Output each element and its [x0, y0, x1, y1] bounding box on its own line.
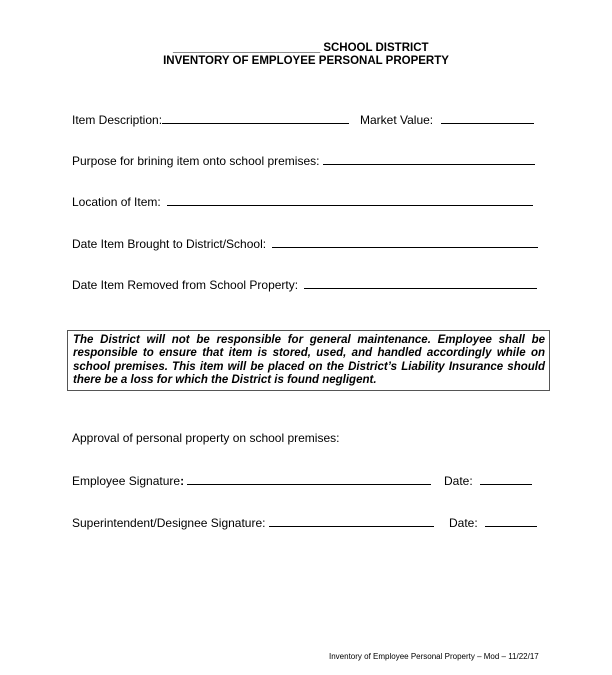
date-removed-input[interactable]	[304, 276, 537, 289]
market-value-label: Market Value:	[360, 113, 434, 127]
employee-date-label: Date:	[444, 474, 473, 488]
date-brought-label: Date Item Brought to District/School:	[72, 237, 267, 251]
superintendent-date-input[interactable]	[485, 514, 537, 527]
date-brought-input[interactable]	[272, 235, 538, 248]
superintendent-signature-input[interactable]	[269, 514, 434, 527]
superintendent-date-row	[449, 514, 537, 530]
district-header	[173, 42, 429, 54]
location-row	[72, 193, 533, 209]
purpose-label: Purpose for brining item onto school premises:	[72, 154, 320, 168]
market-value-row	[360, 111, 534, 127]
liability-notice: The District will not be responsible for general maintenance. Employee shall be responsible to ensure that item is stored, used, and handled accordingly while on school premises. This item will be placed on the District’s Liability Insurance should there be a loss for which the District is found negligent.	[67, 330, 550, 391]
employee-signature-label: Employee Signature	[72, 474, 181, 488]
superintendent-signature-label: Superintendent/Designee Signature:	[72, 516, 266, 530]
market-value-input[interactable]	[441, 111, 534, 124]
item-description-input[interactable]	[162, 111, 349, 124]
employee-signature-row	[72, 472, 431, 488]
location-input[interactable]	[167, 193, 533, 206]
superintendent-signature-row	[72, 514, 434, 530]
location-label: Location of Item:	[72, 195, 161, 209]
employee-signature-colon: :	[180, 474, 185, 488]
item-description-label: Item Description:	[72, 113, 163, 127]
purpose-row	[72, 152, 535, 168]
purpose-input[interactable]	[323, 152, 535, 165]
footer-text: Inventory of Employee Personal Property – Mod – 11/22/17	[329, 652, 539, 661]
superintendent-date-label: Date:	[449, 516, 478, 530]
employee-date-input[interactable]	[480, 472, 532, 485]
date-removed-row	[72, 276, 537, 292]
page-title: INVENTORY OF EMPLOYEE PERSONAL PROPERTY	[163, 55, 449, 67]
district-label: SCHOOL DISTRICT	[323, 42, 429, 54]
employee-date-row	[444, 472, 532, 488]
employee-signature-input[interactable]	[187, 472, 431, 485]
approval-heading: Approval of personal property on school premises:	[72, 431, 340, 445]
item-description-row	[72, 111, 349, 127]
district-name-blank[interactable]: _______________________	[173, 42, 321, 54]
date-brought-row	[72, 235, 538, 251]
date-removed-label: Date Item Removed from School Property:	[72, 278, 299, 292]
